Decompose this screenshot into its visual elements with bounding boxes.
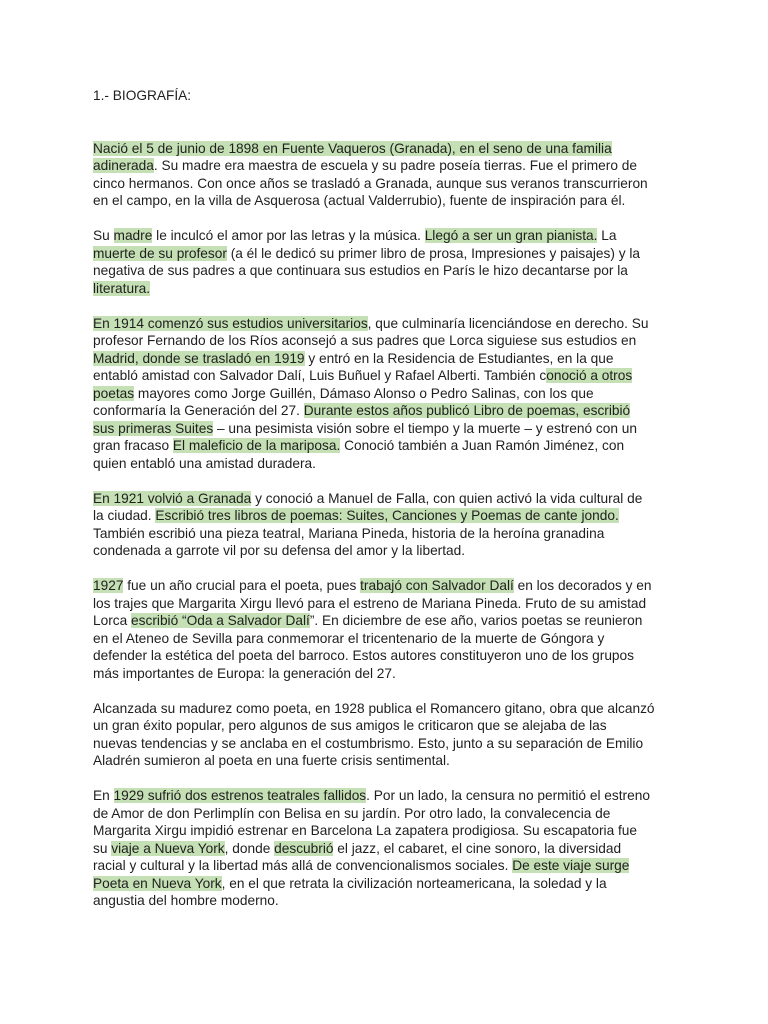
text-line [93, 140, 685, 158]
highlighted-text: viaje a Nueva York [111, 840, 225, 856]
highlighted-text: Madrid, donde se trasladó en 1919 [93, 350, 305, 366]
text-line [93, 612, 685, 630]
text-run: racial y cultural y la libertad más allá de convencionalismos sociales. [93, 858, 513, 873]
text-line [93, 157, 685, 175]
highlighted-text: Poeta en Nueva York [93, 875, 222, 891]
highlighted-text: muerte de su profesor [93, 245, 227, 261]
text-line [93, 857, 685, 875]
text-run: mayores como Jorge Guillén, Dámaso Alonso o Pedro Salinas, con los que [134, 385, 594, 401]
text-run: en el Ateneo de Sevilla para conmemorar el tricentenario de la muerte de Góngora y [93, 630, 605, 646]
text-line [93, 735, 685, 753]
text-run: cinco hermanos. Con once años se trasladó a Granada, aunque sus veranos transcurrieron [93, 175, 648, 191]
paragraph [93, 140, 685, 210]
text-run: los trajes que Margarita Xirgu llevó para el estreno de Mariana Pineda. Fruto de su amistad [93, 595, 647, 611]
highlighted-text: En 1914 comenzó sus estudios universitarios [93, 315, 368, 331]
highlighted-text: escribió “Oda a Salvador Dalí [131, 613, 310, 628]
highlighted-text: sus primeras Suites [93, 420, 214, 436]
highlighted-text: onoció a otros [546, 368, 633, 383]
text-run: . Su madre era maestra de escuela y su padre poseía tierras. Fue el primero de [153, 158, 637, 173]
text-run: Conoció también a Juan Ramón Jiménez, con [340, 438, 625, 453]
paragraph [93, 227, 685, 297]
text-line [93, 437, 685, 455]
text-line [93, 805, 685, 823]
text-run: Alcanzada su madurez como poeta, en 1928 publica el Romancero gitano, obra que alcanzó [93, 700, 655, 716]
text-run: En [93, 788, 114, 803]
highlighted-text: De este viaje surge [512, 858, 630, 873]
text-run: profesor Fernando de los Ríos aconsejó a sus padres que Lorca siguiese sus estudios en [93, 333, 637, 348]
text-run: , donde [224, 840, 275, 856]
text-run: en los decorados y en [513, 578, 652, 593]
text-run: condenada a garrote vil por su defensa del amor y la libertad. [93, 543, 466, 558]
paragraph [93, 577, 685, 682]
text-run: en el campo, en la villa de Asquerosa (actual Valderrubio), fuente de inspiración para él. [93, 193, 626, 208]
text-line [93, 822, 685, 840]
text-run: y entró en la Residencia de Estudiantes, en la que [304, 350, 614, 366]
highlighted-text: Nació el 5 de junio de 1898 en Fuente Vaqueros (Granada), en el seno de una familia [93, 140, 612, 156]
text-line [93, 542, 685, 560]
paragraph [93, 787, 685, 910]
highlighted-text: En 1921 volvió a Granada [93, 490, 252, 506]
highlighted-text: poetas [93, 385, 135, 401]
highlighted-text: madre [113, 228, 153, 243]
text-run: También escribió una pieza teatral, Mariana Pineda, historia de la heroína granadina [93, 525, 605, 541]
highlighted-text: Llegó a ser un gran pianista. [424, 228, 598, 243]
highlighted-text: adinerada [93, 158, 154, 173]
text-line [93, 507, 685, 525]
text-run: defender la estética del poeta del barroco. Estos autores constituyeron uno de los grupos [93, 648, 634, 663]
text-run: negativa de sus padres a que continuara sus estudios en París le hizo decantarse por la [93, 263, 628, 278]
text-run: (a él le dedicó su primer libro de prosa, Impresiones y paisajes) y la [226, 245, 640, 261]
text-line [93, 875, 685, 893]
text-line [93, 385, 685, 403]
text-line [93, 420, 685, 438]
text-run: – una pesimista visión sobre el tiempo y la muerte – y estrenó con un [213, 420, 637, 436]
text-line [93, 262, 685, 280]
text-run: La [597, 228, 617, 243]
highlighted-text: literatura. [93, 280, 151, 296]
text-run: Su [93, 228, 114, 243]
section-heading: 1.- BIOGRAFÍA: [93, 88, 192, 103]
text-line [93, 402, 685, 420]
text-run: Margarita Xirgu impidió estrenar en Barcelona La zapatera prodigiosa. Su escapatoria fue [93, 823, 638, 838]
text-line [93, 647, 685, 665]
text-run: fue un año crucial para el poeta, pues [123, 578, 361, 593]
text-run: conformaría la Generación del 27. [93, 403, 304, 418]
text-run: ”. En diciembre de ese año, varios poetas se reunieron [309, 613, 643, 628]
text-line [93, 490, 685, 508]
document-body [93, 87, 685, 927]
text-run: su [93, 840, 112, 856]
paragraph [93, 315, 685, 473]
highlighted-text: descubrió [274, 840, 334, 856]
highlighted-text: 1929 sufrió dos estrenos teatrales fallidos [113, 788, 367, 803]
text-line [93, 245, 685, 263]
highlighted-text: Escribió tres libros de poemas: Suites, Canciones y Poemas de cante jondo. [155, 508, 619, 523]
text-line [93, 350, 685, 368]
text-line [93, 787, 685, 805]
paragraph [93, 700, 685, 770]
text-run: y conoció a Manuel de Falla, con quien activó la vida cultural de [251, 490, 643, 506]
text-line [93, 840, 685, 858]
highlighted-text: Durante estos años publicó Libro de poemas, escribió [303, 403, 631, 418]
text-line [93, 595, 685, 613]
text-line [93, 227, 685, 245]
text-line [93, 577, 685, 595]
text-run: , que culminaría licenciándose en derecho. Su [367, 315, 649, 331]
highlighted-text: 1927 [93, 578, 124, 593]
highlighted-text: El maleficio de la mariposa. [172, 438, 341, 453]
text-line [93, 332, 685, 350]
paragraph-list [93, 140, 685, 910]
text-line [93, 175, 685, 193]
text-line [93, 315, 685, 333]
text-run: , en el que retrata la civilización norteamericana, la soledad y la [221, 875, 607, 891]
paragraph [93, 490, 685, 560]
text-line [93, 367, 685, 385]
text-line [93, 280, 685, 298]
highlighted-text: trabajó con Salvador Dalí [360, 578, 514, 593]
text-line [93, 665, 685, 683]
text-run: quien entabló una amistad duradera. [93, 455, 316, 471]
text-run: Lorca [93, 613, 132, 628]
text-run: de Amor de don Perlimplín con Belisa en su jardín. Por otro lado, la convalecencia de [93, 805, 611, 821]
text-run: nuevas tendencias y se anclaba en el costumbrismo. Esto, junto a su separación de Emilio [93, 735, 644, 751]
text-run: angustia del hombre moderno. [93, 893, 279, 908]
text-line [93, 717, 685, 735]
text-run: un gran éxito popular, pero algunos de sus amigos le criticaron que se alejaba de las [93, 718, 607, 733]
text-line [93, 700, 685, 718]
text-line [93, 525, 685, 543]
text-run: el jazz, el cabaret, el cine sonoro, la diversidad [333, 840, 622, 856]
text-run: le inculcó el amor por las letras y la música. [152, 228, 425, 243]
text-run: entabló amistad con Salvador Dalí, Luis Buñuel y Rafael Alberti. También c [93, 368, 547, 383]
text-line [93, 752, 685, 770]
text-line [93, 455, 685, 473]
text-run: . Por un lado, la censura no permitió el estreno [366, 788, 650, 803]
text-line [93, 892, 685, 910]
text-line [93, 630, 685, 648]
text-run: más importantes de Europa: la generación del 27. [93, 665, 396, 681]
text-line [93, 192, 685, 210]
text-run: la ciudad. [93, 508, 156, 523]
text-run: Aladrén sumieron al poeta en una fuerte crisis sentimental. [93, 753, 450, 768]
text-run: gran fracaso [93, 438, 173, 453]
